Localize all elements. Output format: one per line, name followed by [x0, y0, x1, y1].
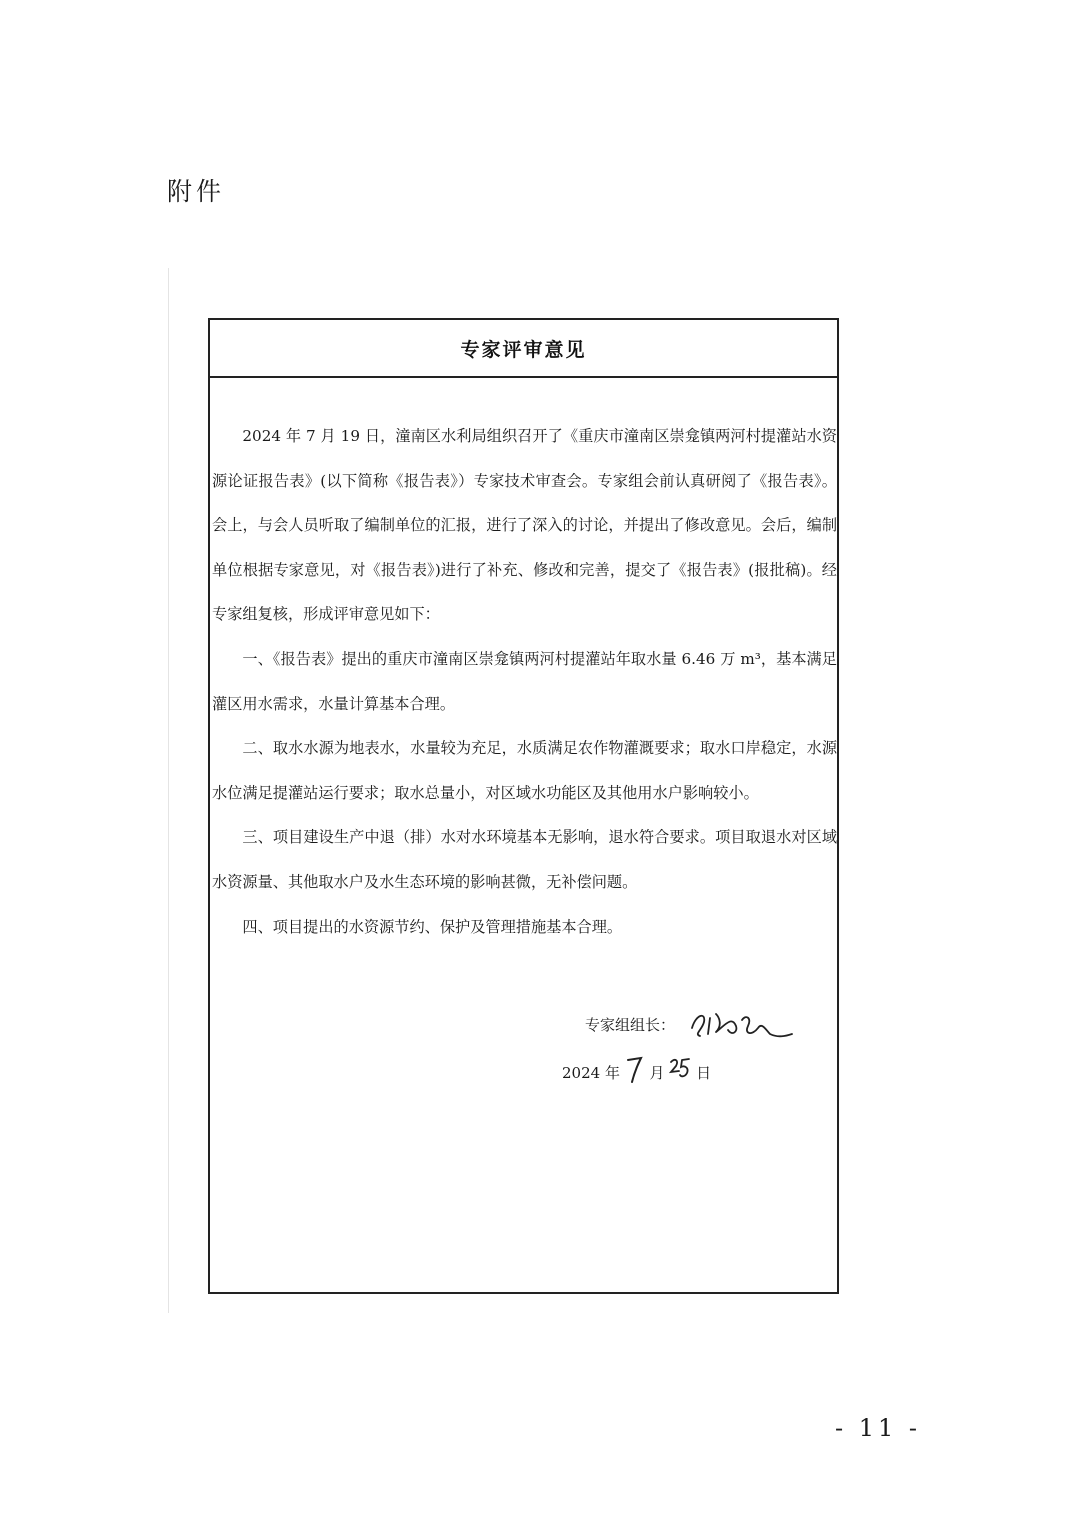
review-paragraph-1: 一、《报告表》提出的重庆市潼南区崇龛镇两河村提灌站年取水量 6.46 万 m³，基本满足灌区用水需求，水量计算基本合理。 — [212, 649, 837, 713]
review-paragraph-3: 三、项目建设生产中退（排）水对水环境基本无影响，退水符合要求。项目取退水对区域水资源量、其他取水户及水生态环境的影响甚微，无补偿问题。 — [212, 828, 837, 891]
review-body — [210, 414, 839, 949]
signature-date — [562, 1054, 711, 1094]
review-paragraph-4: 四、项目提出的水资源节约、保护及管理措施基本合理。 — [242, 917, 623, 936]
review-title: 专家评审意见 — [210, 320, 837, 378]
date-month-unit: 月 — [649, 1064, 665, 1082]
review-paragraph-intro: 2024 年 7 月 19 日，潼南区水利局组织召开了《重庆市潼南区崇龛镇两河村提灌站水资源论证报告表》(以下简称《报告表》）专家技术审查会。专家组会前认真研阅了《报告表》。会上，与会人员听取了编制单位的汇报，进行了深入的讨论，并提出了修改意见。会后，编制单位根据专家意见，对《报告表》)进行了补充、修改和完善，提交了《报告表》(报批稿)。经专家组复核，形成评审意见如下： — [212, 427, 837, 624]
handwritten-signature — [686, 1006, 796, 1042]
expert-review-form — [208, 318, 839, 1294]
handwritten-day — [669, 1056, 691, 1092]
date-year-unit: 年 — [604, 1064, 620, 1082]
attachment-label: 附件 — [167, 177, 226, 206]
scan-edge-line — [168, 268, 169, 1313]
date-day-unit: 日 — [696, 1064, 712, 1082]
handwritten-month — [625, 1054, 645, 1094]
signature-area — [210, 1010, 839, 1110]
page-number: - 11 - — [835, 1414, 922, 1442]
date-year: 2024 — [562, 1064, 601, 1082]
signer-label: 专家组组长： — [585, 1016, 676, 1034]
review-paragraph-2: 二、取水水源为地表水，水量较为充足，水质满足农作物灌溉要求；取水口岸稳定，水源水位满足提灌站运行要求；取水总量小，对区域水功能区及其他用水户影响较小。 — [212, 739, 837, 802]
